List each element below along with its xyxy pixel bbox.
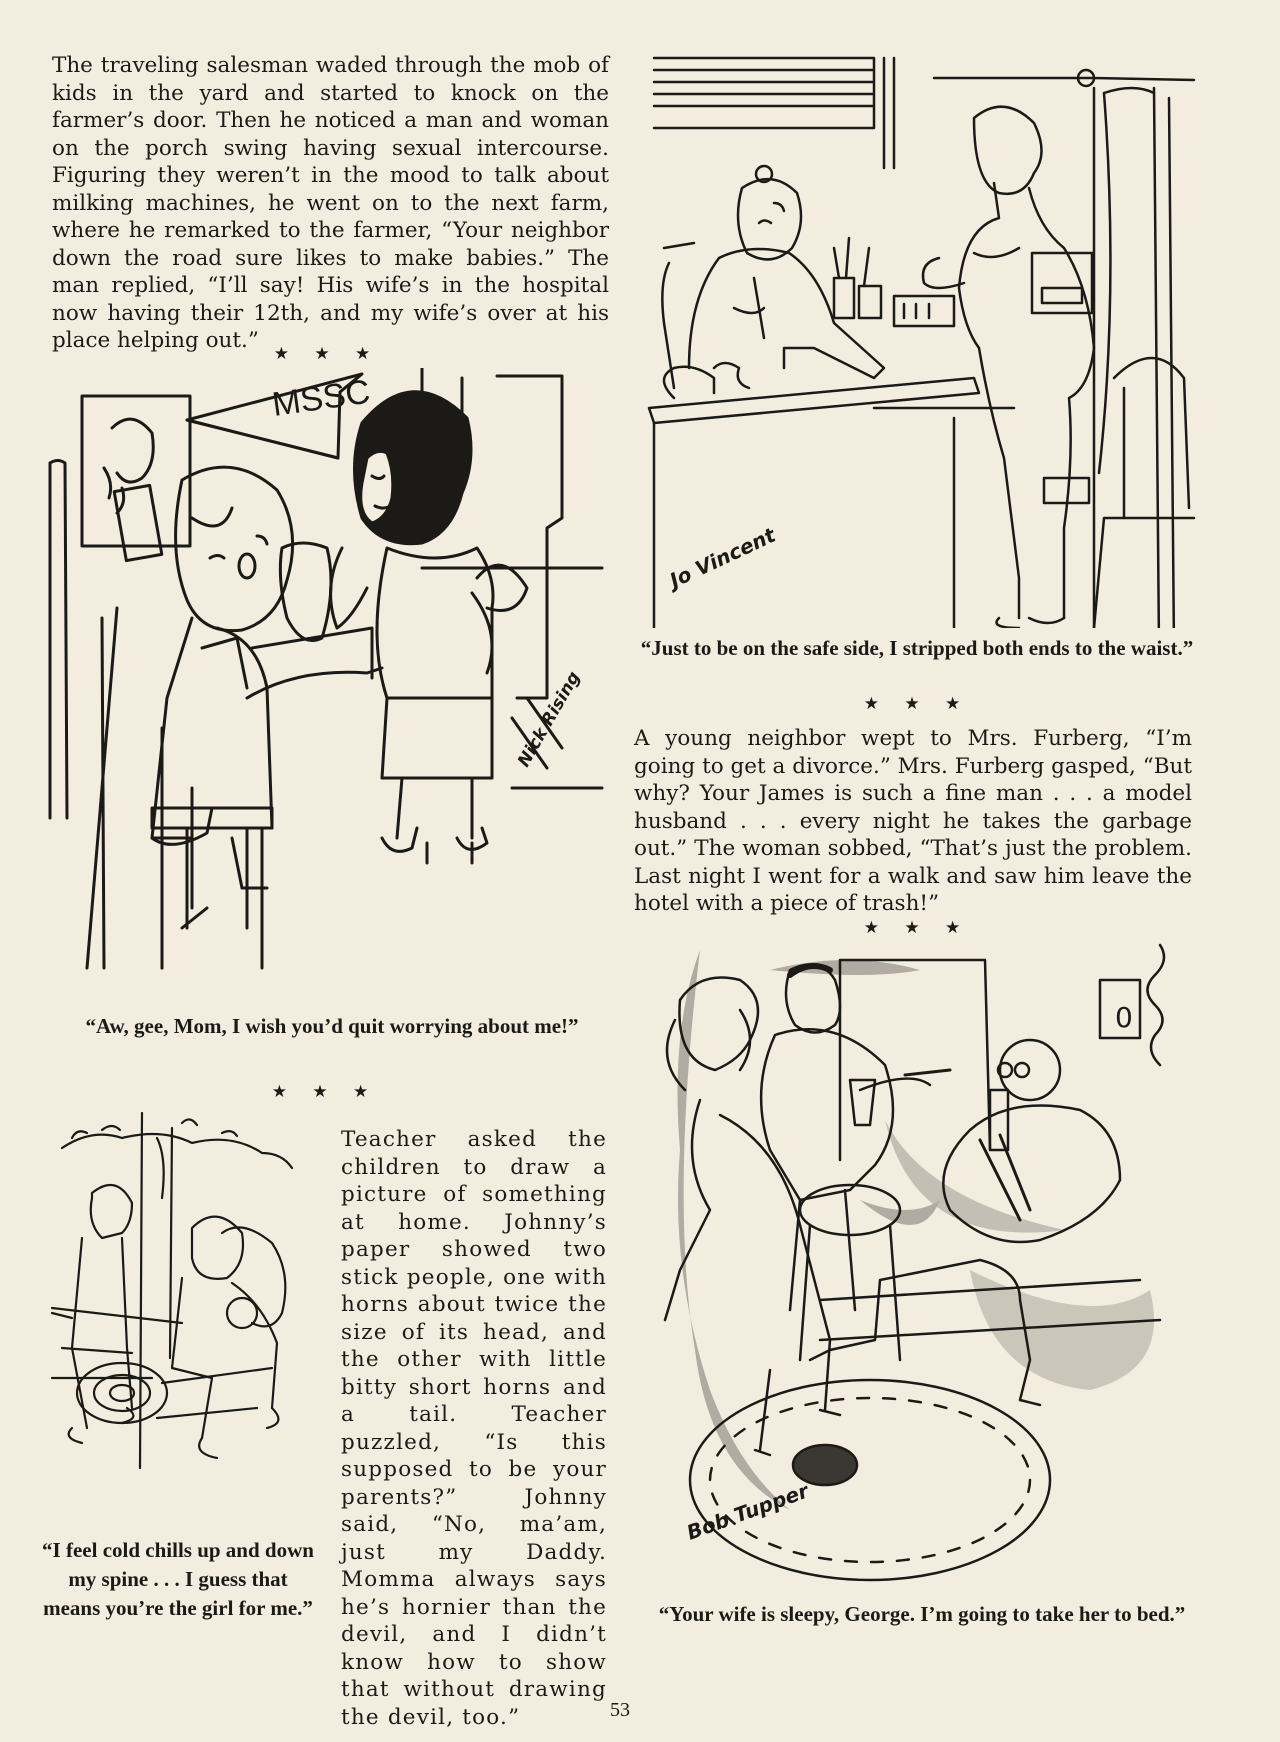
wall-sign-text: 0 <box>1115 1001 1133 1034</box>
cartoon-mom-drawing <box>42 368 607 1018</box>
separator-stars: ★ ★ ★ <box>863 918 971 938</box>
caption-party: “Your wife is sleepy, George. I’m going to take her to bed.” <box>658 1602 1186 1626</box>
cartoon-doctor-drawing <box>634 48 1202 628</box>
caption-woods: “I feel cold chills up and down my spine . . . I guess that means you’re the girl for me.” <box>42 1538 314 1620</box>
cartoon-woods <box>42 1108 312 1478</box>
separator-stars: ★ ★ ★ <box>273 344 381 364</box>
cartoon-mom <box>42 368 607 1018</box>
signature-jo-vincent: Jo Vincent <box>665 522 780 593</box>
cartoon-party <box>660 940 1205 1590</box>
cartoon-woods-drawing <box>42 1108 312 1478</box>
cartoon-doctor <box>634 48 1202 628</box>
caption-mom: “Aw, gee, Mom, I wish you’d quit worrying about me!” <box>85 1014 579 1038</box>
separator-stars: ★ ★ ★ <box>271 1082 379 1102</box>
page-number: 53 <box>610 1699 630 1721</box>
signature-bob-tupper: Bob Tupper <box>683 1478 812 1545</box>
cartoon-party-drawing <box>660 940 1205 1590</box>
separator-stars: ★ ★ ★ <box>863 694 971 714</box>
story-teacher: Teacher asked the children to draw a picture of something at home. Johnny’s paper showed two stick people, one with horns about twice the size of its head, and the other with little bitty short horns and a tail. Teacher puzzled, “Is this supposed to be your parents?” Johnny said, “No, ma’am, just my Daddy. Momma always says he’s hornier than the devil, and I didn’t know how to show that without drawing the devil, too.” <box>341 1127 607 1730</box>
story-neighbor: A young neighbor wept to Mrs. Furberg, “I’m going to get a divorce.” Mrs. Furberg gasped, “But why? Your James is such a fine man . . . a model husband . . . every night he takes the garbage out.” The woman sobbed, “That’s just the problem. Last night I went for a walk and saw him leave the hotel with a piece of trash!” <box>634 726 1192 916</box>
caption-doctor: “Just to be on the safe side, I stripped both ends to the waist.” <box>640 636 1194 660</box>
signature-nick-rising: Nick Rising <box>514 668 585 771</box>
pennant-text: MSSC <box>269 372 373 424</box>
story-salesman: The traveling salesman waded through the mob of kids in the yard and started to knock on the farmer’s door. Then he noticed a man and woman on the porch swing having sexual intercourse. Figuring they weren’t in the mood to talk about milking machines, he went on to the next farm, where he remarked to the farmer, “Your neighbor down the road sure likes to make babies.” The man replied, “I’ll say! His wife’s in the hospital now having their 12th, and my wife’s over at his place helping out.” <box>52 53 609 353</box>
